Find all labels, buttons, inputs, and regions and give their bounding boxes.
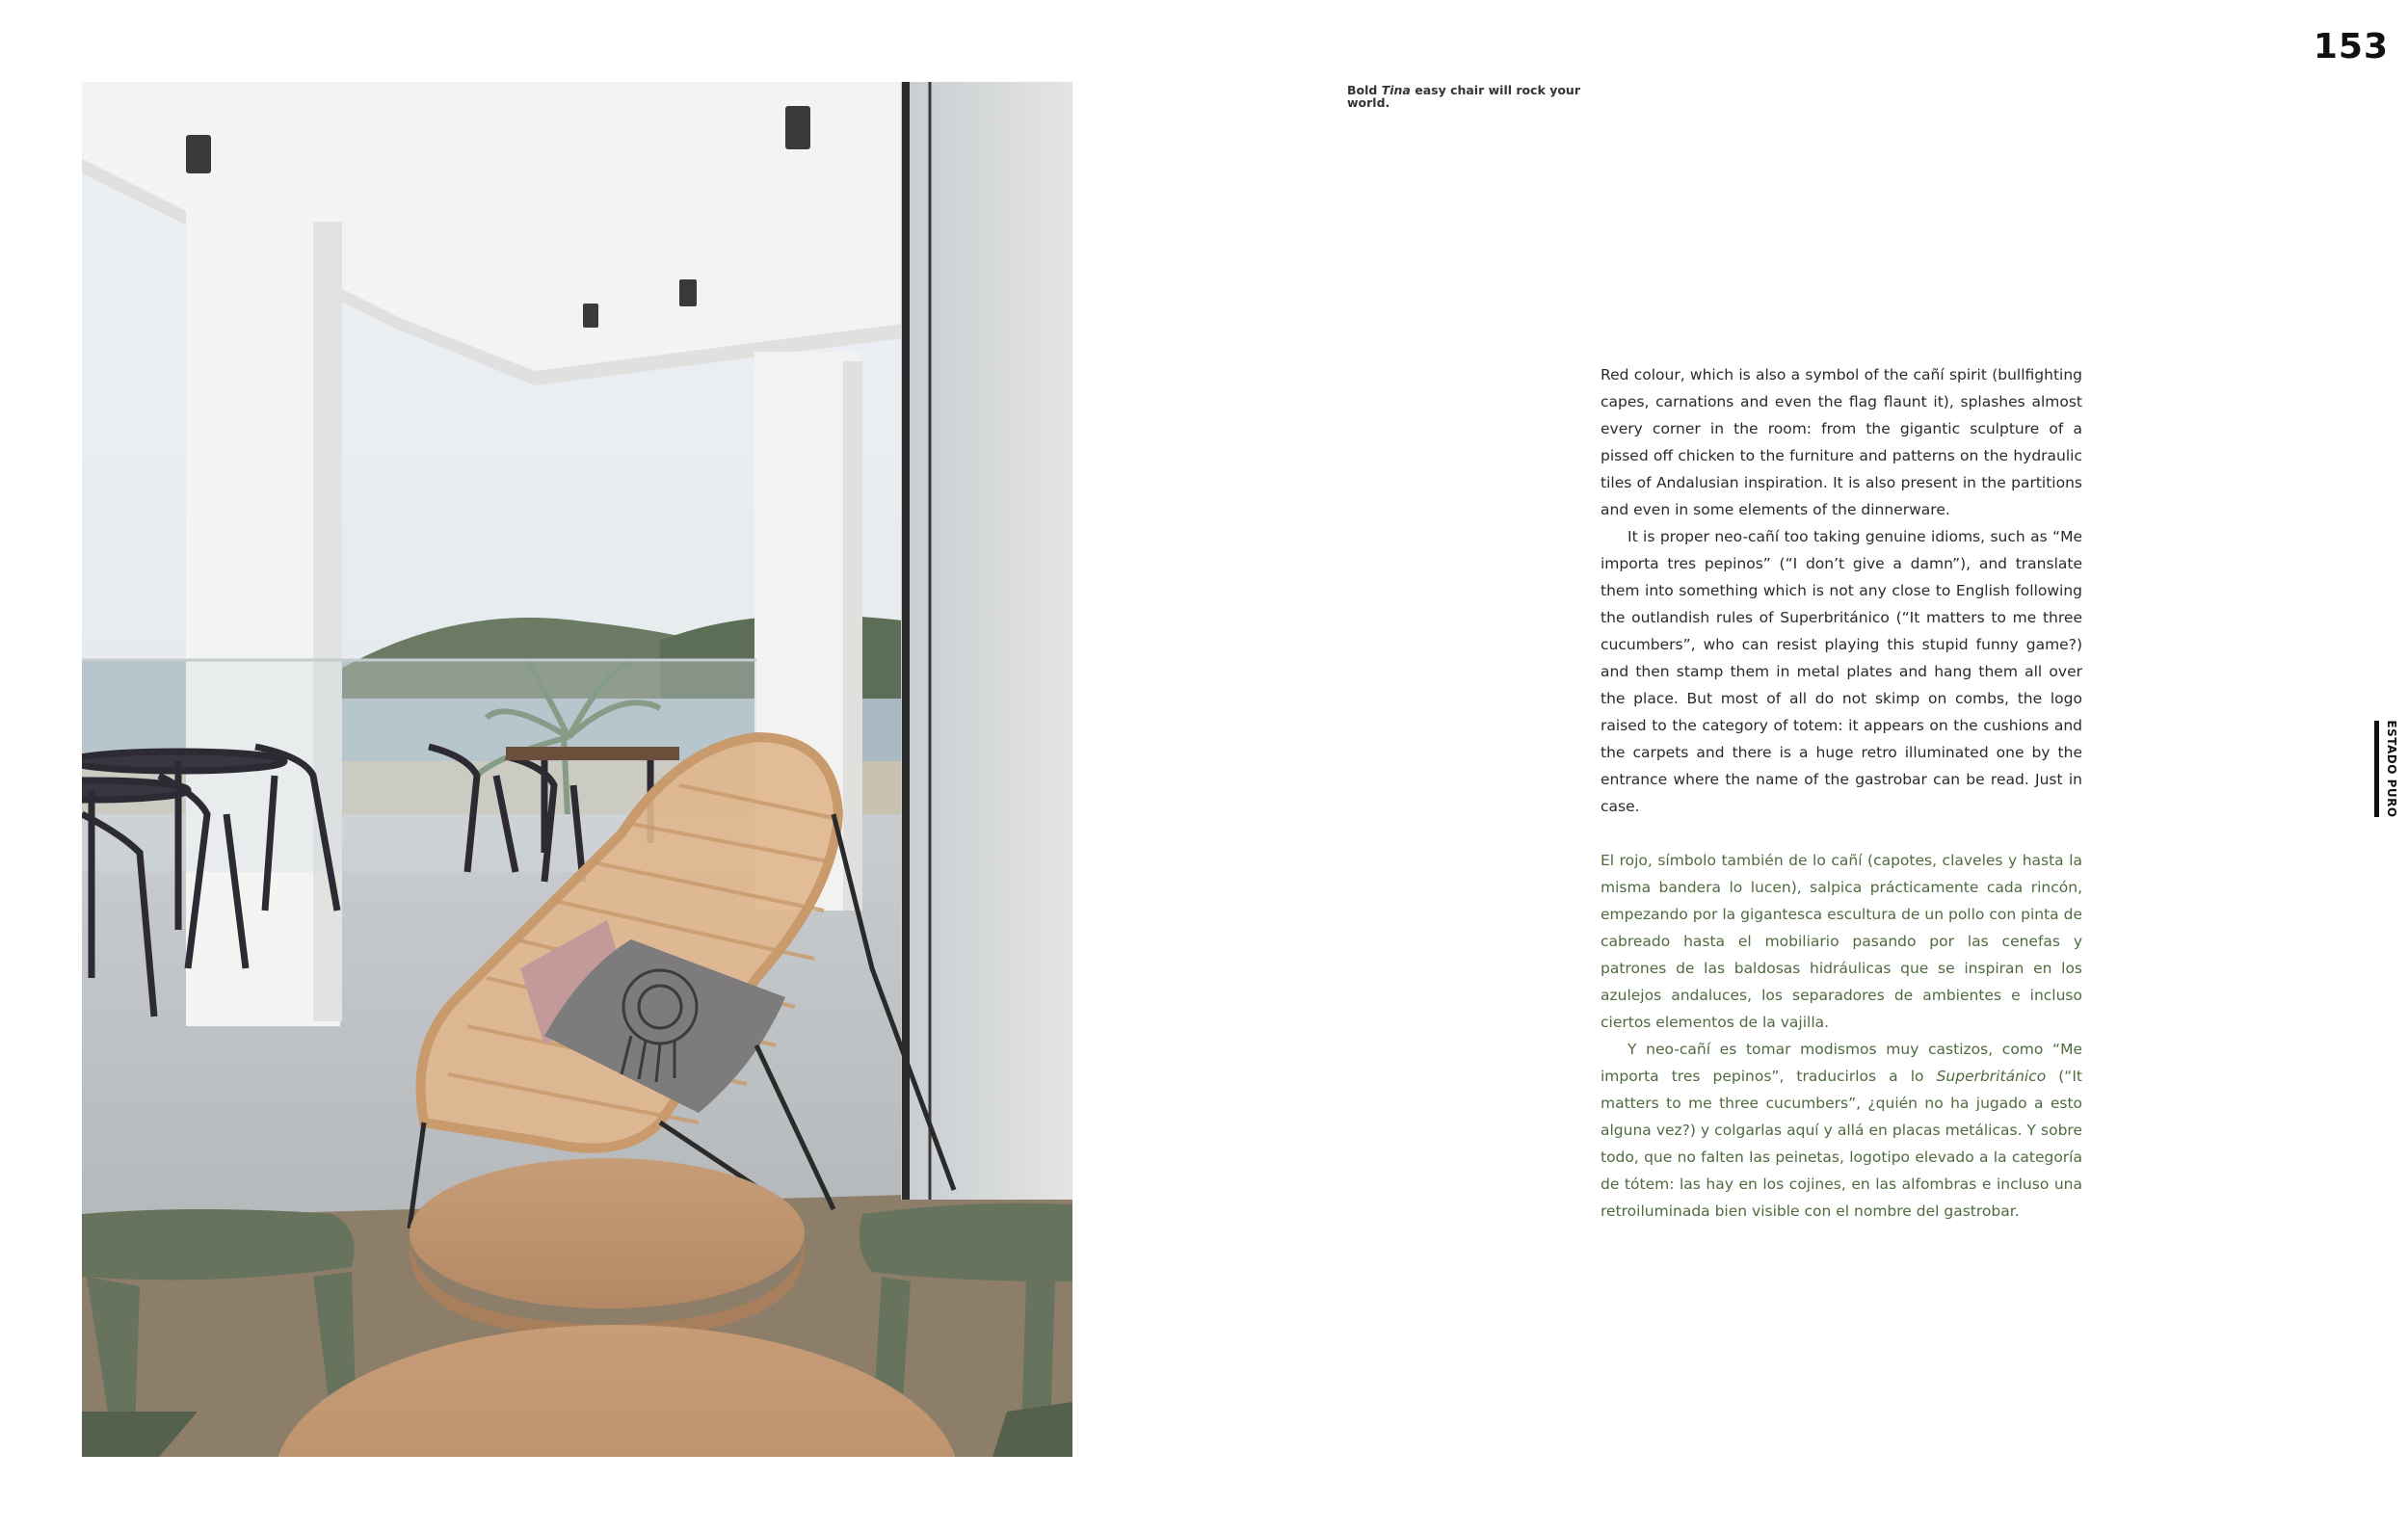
caption-suffix: easy chair will rock your world.	[1347, 83, 1580, 110]
english-paragraph-2: It is proper neo-cañí too taking genuine idioms, such as “Me importa tres pepinos” (“I don’t give a damn”), and translate them into something which is not any close to English following the outlandish rules of Superbritánico (“It matters to me three cucumbers”, who can resist playing this stupid funny game?) and then stamp them in metal plates and hang them all over the place. But most of all do not skimp on combs, the logo raised to the category of totem: it appears on the cushions and the carpets and there is a huge retro illuminated one by the entrance where the name of the gastrobar can be read. Just in case.	[1601, 528, 2082, 815]
caption	[1347, 84, 1588, 109]
photo	[82, 82, 1072, 1457]
spanish-p2-part-b: (“It matters to me three cucumbers”, ¿quién no ha jugado a esto alguna vez?) y colgarlas aquí y allá en placas metálicas. Y sobre todo, que no falten las peinetas, logotipo elevado a la categoría de tótem: las hay en los cojines, en las alfombras e incluso una retroiluminada bien visible con el nombre del gastrobar.	[1601, 1068, 2082, 1220]
spanish-paragraph-2	[1601, 1036, 2082, 1225]
spanish-p2-part-a: Y neo-cañí es tomar modismos muy castizos, como “Me importa tres pepinos”, traducirlos a lo	[1601, 1041, 2082, 1085]
paragraph-gap	[1601, 820, 2082, 847]
caption-italic: Tina	[1381, 83, 1411, 97]
section-tab-label: ESTADO PURO	[2385, 720, 2398, 818]
page-number: 153	[2313, 27, 2389, 66]
english-paragraph-1: Red colour, which is also a symbol of the cañí spirit (bullfighting capes, carnations and even the flag flaunt it), splashes almost every corner in the room: from the gigantic sculpture of a pissed off chicken to the furniture and patterns on the hydraulic tiles of Andalusian inspiration. It is also present in the partitions and even in some elements of the dinnerware.	[1601, 366, 2082, 518]
section-tab	[2374, 721, 2408, 817]
caption-prefix: Bold	[1347, 83, 1382, 97]
spanish-paragraph-1: El rojo, símbolo también de lo cañí (capotes, claveles y hasta la misma bandera lo lucen), salpica prácticamente cada rincón, empezando por la gigantesca escultura de un pollo con pinta de cabreado hasta el mobiliario pasando por las cenefas y patrones de las baldosas hidráulicas que se inspiran en los azulejos andaluces, los separadores de ambientes e incluso ciertos elementos de la vajilla.	[1601, 852, 2082, 1031]
spanish-p2-italic: Superbritánico	[1936, 1068, 2047, 1085]
text-column	[1601, 361, 2082, 1225]
